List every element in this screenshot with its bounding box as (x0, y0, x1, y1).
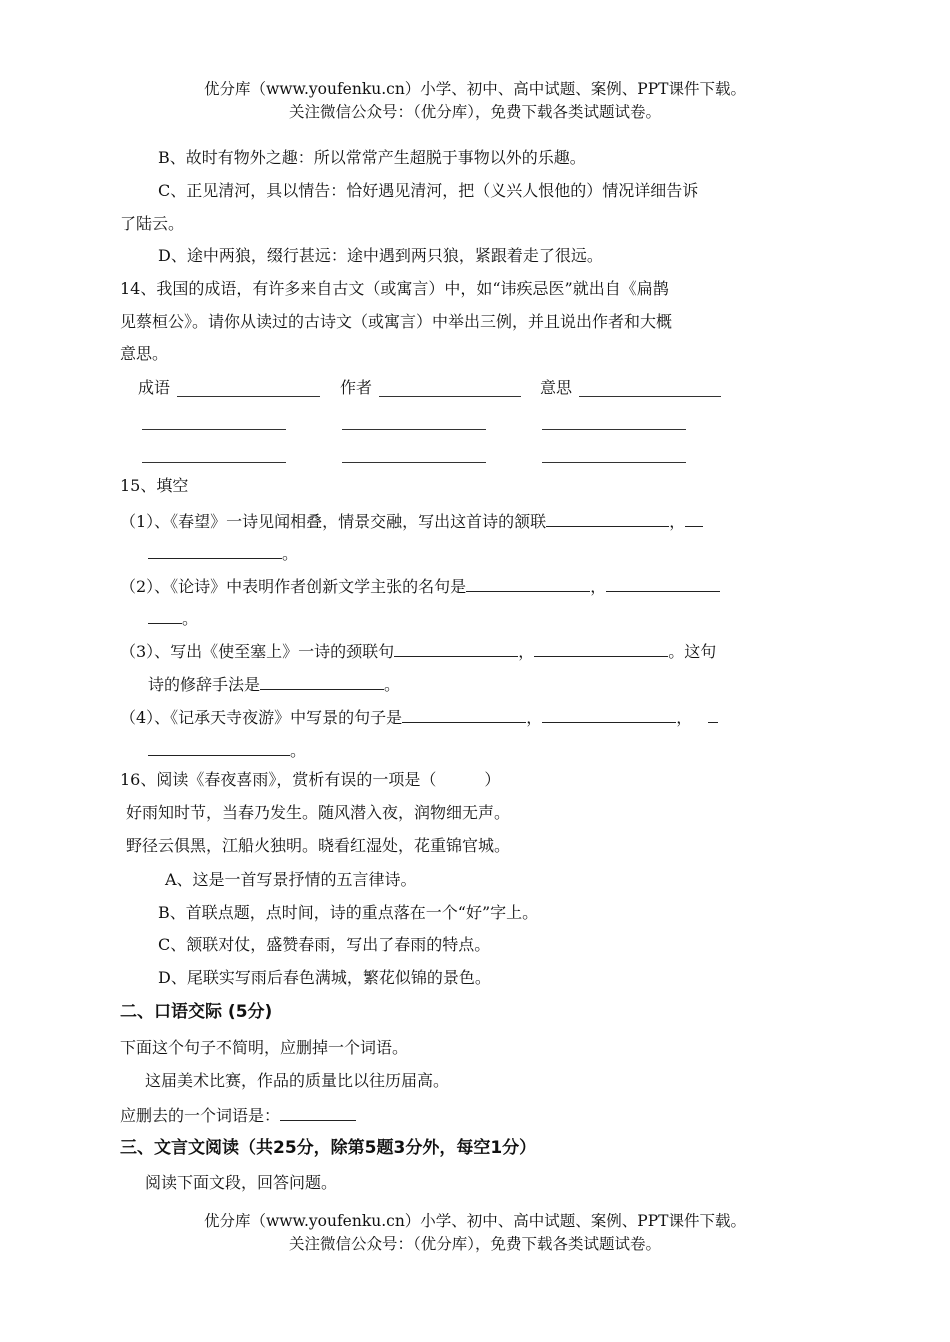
q14-author-blank-3[interactable] (342, 462, 486, 463)
q15-item3-rhetoric-label: 诗的修辞手法是 (148, 675, 261, 694)
q15-item4-blank-3a[interactable] (708, 705, 718, 723)
q15-item-4-cont: 。 (148, 738, 306, 762)
q15-item-2-cont: 。 (148, 606, 198, 630)
q13-option-d: D、途中两狼，缀行甚远：途中遇到两只狼，紧跟着走了很远。 (158, 246, 603, 265)
q15-item-3-cont: 诗的修辞手法是 。 (148, 672, 400, 696)
q14-author-blank-1[interactable] (379, 396, 521, 397)
q15-item2-blank-2b[interactable] (148, 606, 182, 624)
section-2-answer-blank[interactable] (280, 1103, 356, 1121)
q14-idiom-blank-3[interactable] (142, 462, 286, 463)
q15-item4-blank-2[interactable] (542, 705, 676, 723)
q14-line-2: 见蔡桓公》。请你从读过的古诗文（或寓言）中举出三例，并且说出作者和大概 (120, 312, 673, 331)
q14-meaning-blank-1[interactable] (579, 396, 721, 397)
q15-item4-blank-3b[interactable] (148, 738, 290, 756)
q15-item1-blank-1[interactable] (546, 509, 669, 527)
q16-option-d: D、尾联实写雨后春色满城，繁花似锦的景色。 (158, 968, 491, 987)
q16-poem-line-1: 好雨知时节，当春乃发生。随风潜入夜，润物细无声。 (126, 803, 511, 822)
q14-author-blank-2[interactable] (342, 429, 486, 430)
q15-item3-blank-2[interactable] (534, 639, 668, 657)
section-2-answer-label: 应删去的一个词语是： (120, 1106, 281, 1125)
q15-item4-blank-1[interactable] (402, 705, 526, 723)
section-2-instruction: 下面这个句子不简明，应删掉一个词语。 (120, 1038, 409, 1057)
q13-option-c-line1: C、正见清河，具以情告：恰好遇见清河，把（义兴人恨他的）情况详细告诉 (158, 181, 699, 200)
footer-line-2: 关注微信公众号：（优分库），免费下载各类试题试卷。 (288, 1235, 661, 1253)
q15-item2-blank-1[interactable] (466, 574, 590, 592)
q15-item-1-cont: 。 (148, 541, 298, 565)
q14-meaning-label: 意思 (540, 378, 573, 397)
q13-option-c-line2: 了陆云。 (120, 214, 185, 233)
q15-item1-blank-2b[interactable] (148, 541, 282, 559)
q14-meaning-blank-2[interactable] (542, 429, 686, 430)
section-2-answer (120, 1103, 356, 1127)
q14-idiom-blank-2[interactable] (142, 429, 286, 430)
section-2-sentence: 这届美术比赛，作品的质量比以往历届高。 (145, 1071, 450, 1090)
q14-line-3: 意思。 (120, 344, 169, 363)
q15-item4-text: （4）、《记承天寺夜游》中写景的句子是 (120, 708, 403, 727)
q15-item-2: （2）、《论诗》中表明作者创新文学主张的名句是 ， (120, 574, 720, 598)
q15-item3-rhetoric-blank[interactable] (260, 672, 384, 690)
q15-item1-blank-2a[interactable] (685, 509, 703, 527)
q15-item3-text: （3）、写出《使至塞上》一诗的颈联句 (120, 642, 395, 661)
q15-item1-text: （1）、《春望》一诗见闻相叠，情景交融，写出这首诗的颔联 (120, 512, 547, 531)
q16-option-c: C、颔联对仗，盛赞春雨，写出了春雨的特点。 (158, 935, 491, 954)
q16-poem-line-2: 野径云俱黑，江船火独明。晓看红湿处，花重锦官城。 (126, 836, 511, 855)
q16-title: 16、阅读《春夜喜雨》，赏析有误的一项是（ ） (120, 770, 501, 789)
q15-item2-text: （2）、《论诗》中表明作者创新文学主张的名句是 (120, 577, 467, 596)
q13-option-b: B、故时有物外之趣：所以常常产生超脱于事物以外的乐趣。 (158, 148, 586, 167)
q14-idiom-label: 成语 (138, 378, 171, 397)
q14-author-label: 作者 (340, 378, 373, 397)
q14-meaning-blank-3[interactable] (542, 462, 686, 463)
q15-title: 15、填空 (120, 476, 189, 495)
q15-item-3: （3）、写出《使至塞上》一诗的颈联句 ， 。这句 (120, 639, 716, 663)
q16-option-a: A、这是一首写景抒情的五言律诗。 (165, 870, 417, 889)
q15-item3-blank-1[interactable] (394, 639, 518, 657)
section-2-heading: 二、口语交际 (5分) (120, 1002, 273, 1022)
q15-item-1: （1）、《春望》一诗见闻相叠，情景交融，写出这首诗的颔联 ， (120, 509, 703, 533)
q15-item2-blank-2a[interactable] (606, 574, 720, 592)
header-line-2: 关注微信公众号：（优分库），免费下载各类试题试卷。 (288, 103, 661, 121)
footer-line-1: 优分库（www.youfenku.cn）小学、初中、高中试题、案例、PPT课件下载。 (203, 1212, 747, 1230)
section-3-heading: 三、文言文阅读（共25分，除第5题3分外，每空1分） (120, 1138, 537, 1158)
q14-line-1: 14、我国的成语，有许多来自古文（或寓言）中，如“讳疾忌医”就出自《扁鹊 (120, 279, 669, 298)
q14-idiom-blank-1[interactable] (177, 396, 320, 397)
section-3-instruction: 阅读下面文段，回答问题。 (145, 1173, 338, 1192)
q15-item-4: （4）、《记承天寺夜游》中写景的句子是 ， ， (120, 705, 718, 729)
header-line-1: 优分库（www.youfenku.cn）小学、初中、高中试题、案例、PPT课件下载。 (203, 80, 747, 98)
q16-option-b: B、首联点题，点时间，诗的重点落在一个“好”字上。 (158, 903, 539, 922)
